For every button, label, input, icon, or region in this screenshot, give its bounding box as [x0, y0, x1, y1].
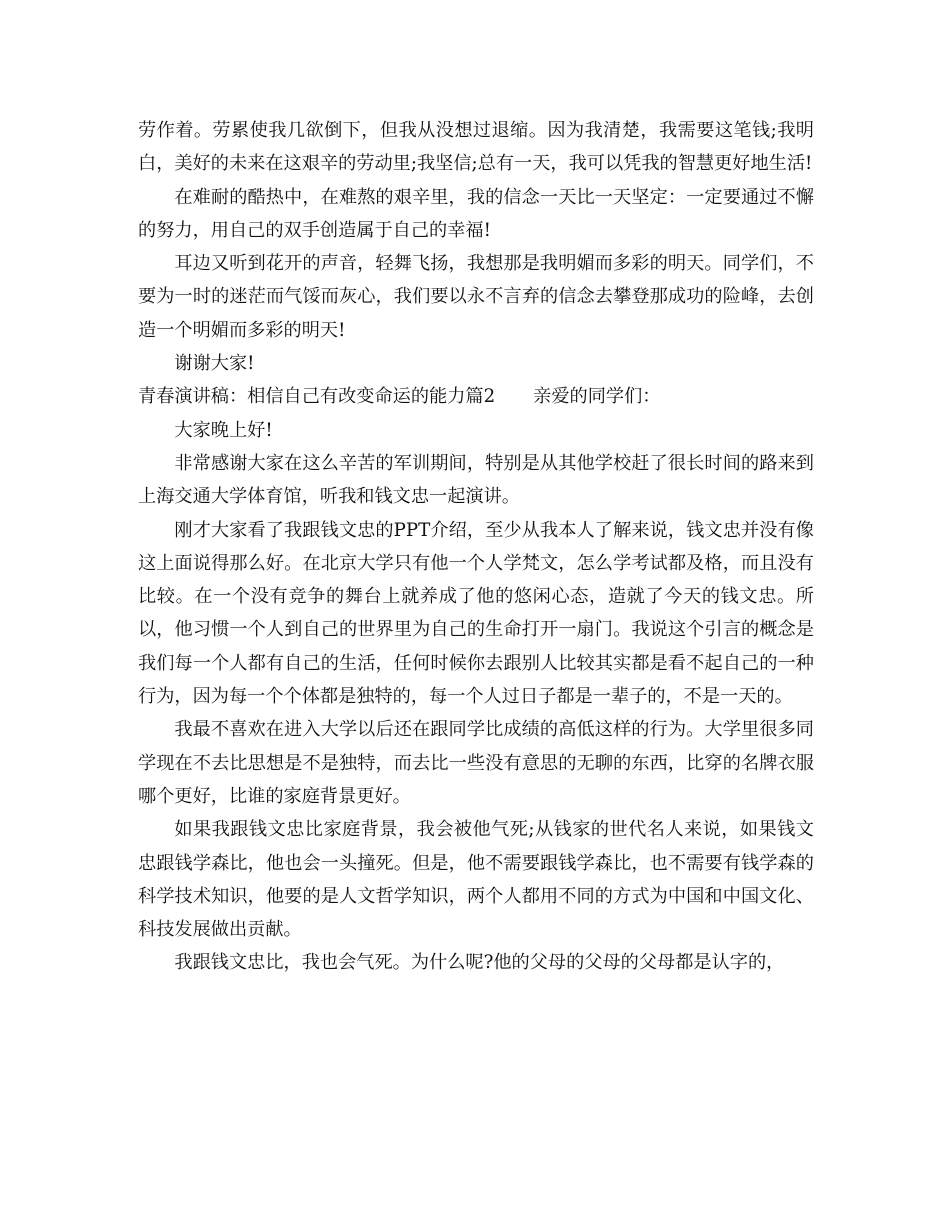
document-page	[138, 114, 814, 980]
paragraph-tomorrow: 耳边又听到花开的声音，轻舞飞扬，我想那是我明媚而多彩的明天。同学们，不要为一时的迷茫而气馁而灰心，我们要以永不言弃的信念去攀登那成功的险峰，去创造一个明媚而多彩的明天!	[138, 253, 814, 341]
paragraph-belief: 在难耐的酷热中，在难熬的艰辛里，我的信念一天比一天坚定：一定要通过不懈的努力，用自己的双手创造属于自己的幸福!	[138, 186, 814, 241]
paragraph-comparison: 我最不喜欢在进入大学以后还在跟同学比成绩的高低这样的行为。大学里很多同学现在不去比思想是不是独特，而去比一些没有意思的无聊的东西，比穿的名牌衣服哪个更好，比谁的家庭背景更好。	[138, 719, 814, 807]
paragraph-greeting: 大家晚上好!	[174, 419, 273, 441]
salutation: 亲爱的同学们：	[533, 386, 661, 408]
paragraph-ppt-intro: 刚才大家看了我跟钱文忠的PPT介绍，至少从我本人了解来说，钱文忠并没有像这上面说得那么好。在北京大学只有他一个人学梵文，怎么学考试都及格，而且没有比较。在一个没有竞争的舞台上就养成了他的悠闲心态，造就了今天的钱文忠。所以，他习惯一个人到自己的世界里为自己的生命打开一扇门。我说这个引言的概念是我们每一个人都有自己的生活，任何时候你去跟别人比较其实都是看不起自己的一种行为，因为每一个个体都是独特的，每一个人过日子都是一辈子的，不是一天的。	[138, 519, 814, 708]
paragraph-family-background: 如果我跟钱文忠比家庭背景，我会被他气死;从钱家的世代名人来说，如果钱文忠跟钱学森比，他也会一头撞死。但是，他不需要跟钱学森比，也不需要有钱学森的科学技术知识，他要的是人文哲学知识，两个人都用不同的方式为中国和中国文化、科技发展做出贡献。	[138, 819, 814, 941]
section-heading: 青春演讲稿：相信自己有改变命运的能力篇2	[138, 386, 496, 408]
section-heading-line	[138, 380, 814, 413]
paragraph-parents: 我跟钱文忠比，我也会气死。为什么呢?他的父母的父母的父母都是认字的，	[174, 952, 785, 974]
paragraph-gratitude: 非常感谢大家在这么辛苦的军训期间，特别是从其他学校赶了很长时间的路来到上海交通大学体育馆，听我和钱文忠一起演讲。	[138, 452, 814, 508]
paragraph-thanks: 谢谢大家!	[174, 353, 255, 375]
paragraph-continuation: 劳作着。劳累使我几欲倒下，但我从没想过退缩。因为我清楚，我需要这笔钱;我明白，美好的未来在这艰辛的劳动里;我坚信;总有一天，我可以凭我的智慧更好地生活!	[138, 120, 814, 175]
